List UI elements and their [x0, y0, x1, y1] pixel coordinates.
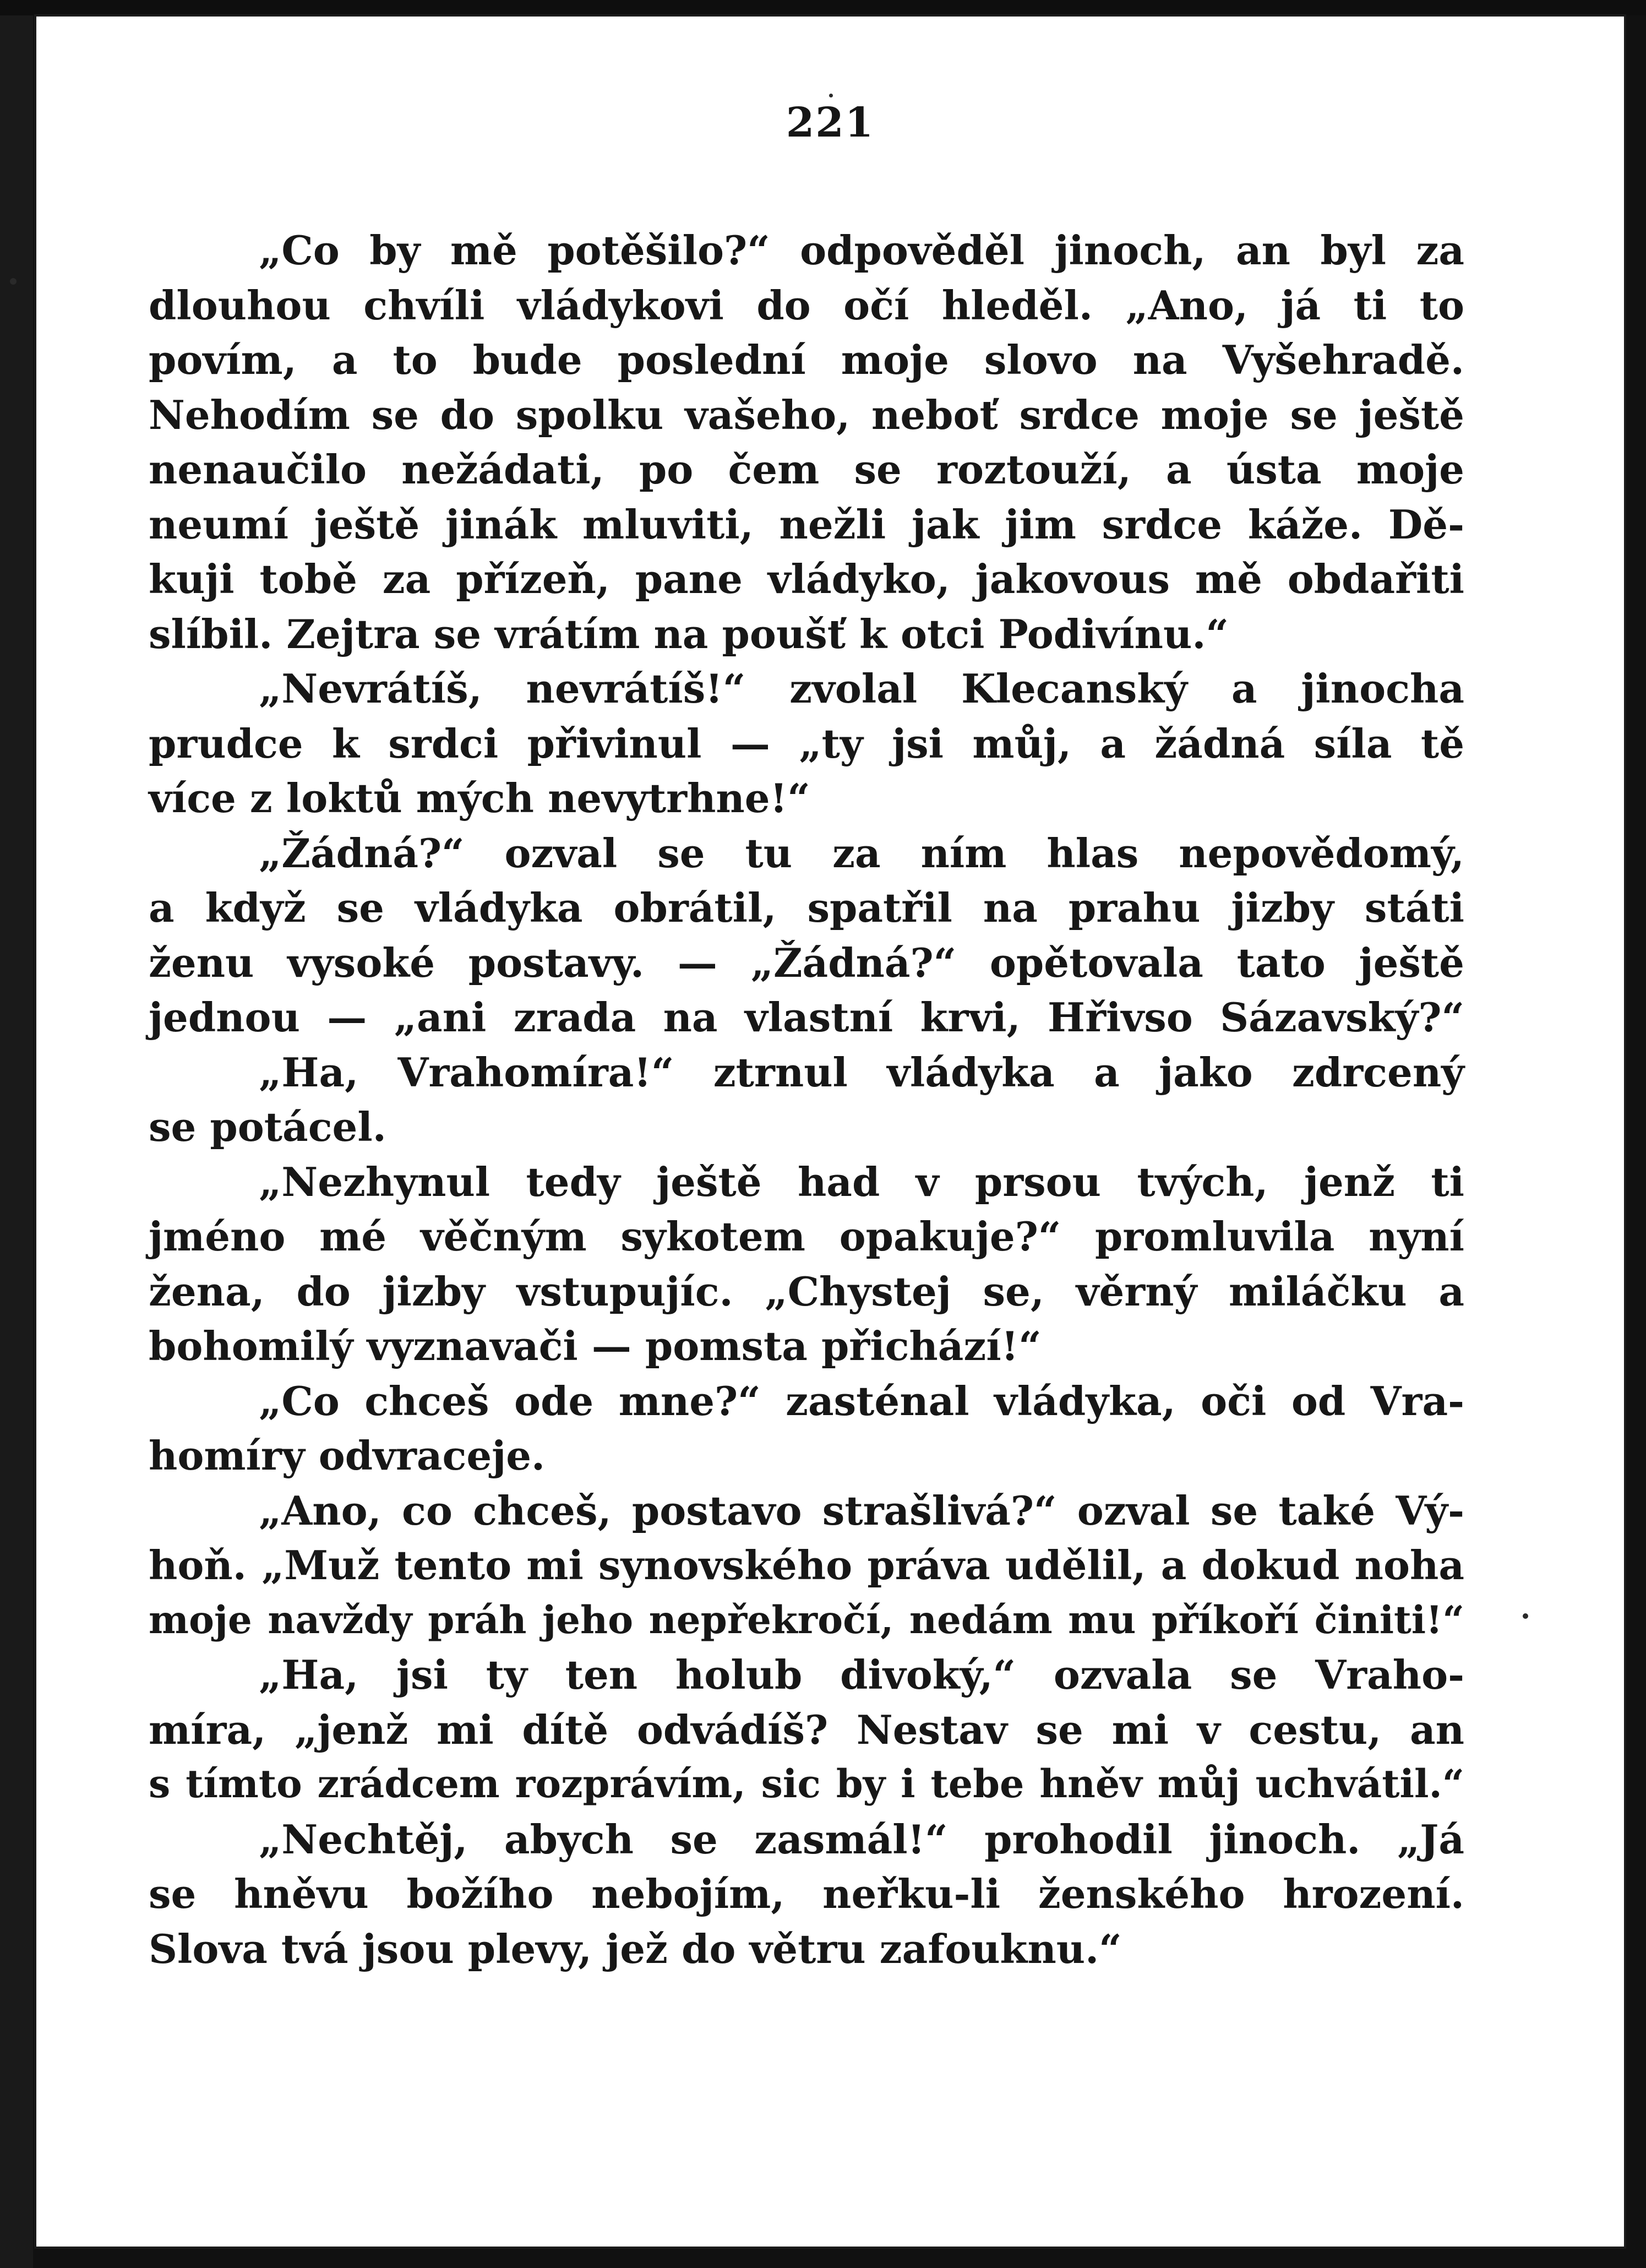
- text-line: více z loktů mých nevytrhne!“: [149, 775, 810, 822]
- scan-speck: [10, 278, 17, 285]
- text-line: a když se vládyka obrátil, spatřil na prahu jizby státi: [149, 884, 1464, 931]
- page-number: 221: [786, 99, 875, 146]
- text-line: dlouhou chvíli vládykovi do očí hleděl. „Ano, já ti to: [149, 281, 1464, 329]
- scan-speck: [829, 94, 833, 97]
- text-line: kuji tobě za přízeň, pane vládyko, jakovous mě obdařiti: [149, 556, 1464, 602]
- text-line: jméno mé věčným sykotem opakuje?“ promluvila nyní: [149, 1213, 1464, 1260]
- text-line: „Nechtěj, abych se zasmál!“ prohodil jinoch. „Já: [259, 1815, 1464, 1863]
- scan-edge-top: [0, 0, 1646, 15]
- text-line: se potácel.: [149, 1103, 386, 1150]
- text-line: nenaučilo nežádati, po čem se roztouží, a ústa moje: [149, 446, 1464, 493]
- text-line: prudce k srdci přivinul — „ty jsi můj, a žádná síla tě: [149, 720, 1464, 767]
- text-line: žena, do jizby vstupujíc. „Chystej se, věrný miláčku a: [149, 1268, 1464, 1315]
- text-line: „Ha, Vrahomíra!“ ztrnul vládyka a jako zdrcený: [259, 1048, 1464, 1096]
- book-page: [34, 14, 1626, 2249]
- page-text-block: [149, 223, 1464, 1976]
- text-line: homíry odvraceje.: [149, 1432, 546, 1479]
- text-line: jednou — „ani zrada na vlastní krvi, Hřivso Sázavský?“: [149, 994, 1464, 1041]
- text-line: moje navždy práh jeho nepřekročí, nedám mu příkoří činiti!“: [149, 1597, 1464, 1642]
- text-line: ženu vysoké postavy. — „Žádná?“ opětovala tato ještě: [149, 939, 1464, 986]
- text-line: povím, a to bude poslední moje slovo na Vyšehradě.: [149, 336, 1464, 383]
- text-line: „Nezhynul tedy ještě had v prsou tvých, jenž ti: [259, 1158, 1464, 1205]
- scan-speck: [1523, 1613, 1528, 1619]
- text-line: „Nevrátíš, nevrátíš!“ zvolal Klecanský a jinocha: [259, 665, 1464, 712]
- text-line: „Ha, jsi ty ten holub divoký,“ ozvala se Vraho-: [259, 1651, 1464, 1698]
- text-line: Slova tvá jsou plevy, jež do větru zafouknu.“: [149, 1925, 1122, 1972]
- text-line: míra, „jenž mi dítě odvádíš? Nestav se mi v cestu, an: [149, 1706, 1464, 1753]
- text-line: bohomilý vyznavači — pomsta přichází!“: [149, 1323, 1042, 1369]
- text-line: neumí ještě jinák mluviti, nežli jak jim srdce káže. Dě-: [149, 501, 1464, 548]
- text-line: slíbil. Zejtra se vrátím na poušť k otci Podivínu.“: [149, 610, 1229, 657]
- text-line: „Žádná?“ ozval se tu za ním hlas nepovědomý,: [259, 829, 1464, 877]
- text-line: „Co chceš ode mne?“ zasténal vládyka, oči od Vra-: [259, 1377, 1464, 1424]
- text-line: se hněvu božího nebojím, neřku-li ženského hrození.: [149, 1870, 1464, 1917]
- text-line: hoň. „Muž tento mi synovského práva udělil, a dokud noha: [149, 1542, 1464, 1589]
- text-line: Nehodím se do spolku vašeho, neboť srdce moje se ještě: [149, 391, 1464, 438]
- scan-edge-left: [0, 0, 33, 2268]
- text-line: s tímto zrádcem rozprávím, sic by i tebe hněv můj uchvátil.“: [149, 1761, 1464, 1807]
- text-line: „Ano, co chceš, postavo strašlivá?“ ozval se také Vý-: [259, 1487, 1464, 1534]
- text-line: „Co by mě potěšilo?“ odpověděl jinoch, an byl za: [259, 227, 1464, 274]
